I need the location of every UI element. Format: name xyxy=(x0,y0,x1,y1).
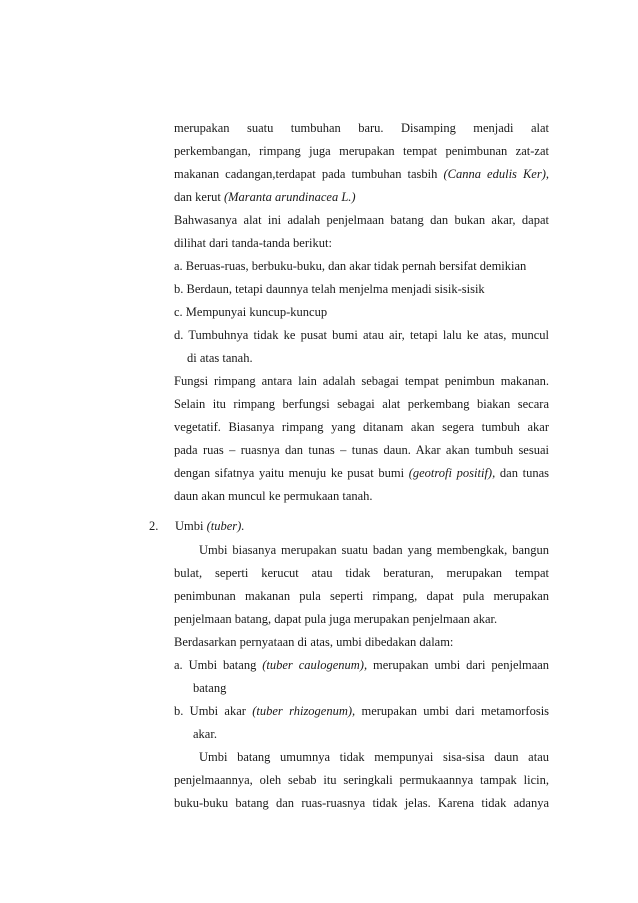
text-line: Fungsi rimpang antara lain adalah sebagai tempat penimbun makanan. xyxy=(174,374,549,388)
text-line: Umbi batang umumnya tidak mempunyai sisa-sisa daun atau xyxy=(199,750,549,764)
text-line: dengan sifatnya yaitu menuju ke pusat bumi (geotrofi positif), dan tunas xyxy=(174,466,549,480)
text-block-rimpang xyxy=(174,117,549,508)
section-heading xyxy=(149,515,244,538)
section-title-italic: (tuber). xyxy=(206,519,245,533)
text-line: daun akan muncul ke permukaan tanah. xyxy=(174,489,373,503)
list-item-continuation: di atas tanah. xyxy=(187,351,253,365)
italic-term: (tuber rhizogenum), xyxy=(252,704,356,718)
list-item: b. Umbi akar (tuber rhizogenum), merupakan umbi dari metamorfosis xyxy=(174,704,549,718)
text-line: penjelmaannya, oleh sebab itu seringkali permukaannya tampak licin, xyxy=(174,773,549,787)
text-line: buku-buku batang dan ruas-ruasnya tidak jelas. Karena tidak adanya xyxy=(174,796,549,810)
text-line: dan kerut (Maranta arundinacea L.) xyxy=(174,190,356,204)
list-item: a. Umbi batang (tuber caulogenum), merupakan umbi dari penjelmaan xyxy=(174,658,549,672)
list-item: c. Mempunyai kuncup-kuncup xyxy=(174,305,328,319)
text-line: dilihat dari tanda-tanda berikut: xyxy=(174,236,332,250)
text-line: bulat, seperti kerucut atau tidak beraturan, merupakan tempat xyxy=(174,566,549,580)
list-item: d. Tumbuhnya tidak ke pusat bumi atau air, tetapi lalu ke atas, muncul xyxy=(174,328,549,342)
text-line: penjelmaan batang, dapat pula juga merupakan penjelmaan akar. xyxy=(174,612,498,626)
section-number: 2. xyxy=(149,519,159,533)
text-line: Bahwasanya alat ini adalah penjelmaan batang dan bukan akar, dapat xyxy=(174,213,549,227)
text-line: Umbi biasanya merupakan suatu badan yang membengkak, bangun xyxy=(199,543,549,557)
italic-term: (tuber caulogenum), xyxy=(262,658,368,672)
list-item: a. Beruas-ruas, berbuku-buku, dan akar tidak pernah bersifat demikian xyxy=(174,259,527,273)
list-item-continuation: batang xyxy=(193,681,227,695)
text-line: Selain itu rimpang berfungsi sebagai alat perkembang biakan secara xyxy=(174,397,549,411)
text-line: makanan cadangan,terdapat pada tumbuhan tasbih (Canna edulis Ker), xyxy=(174,167,549,181)
italic-term: (Maranta arundinacea L.) xyxy=(223,190,356,204)
text-block-umbi xyxy=(174,539,549,815)
text-line: merupakan suatu tumbuhan baru. Disamping menjadi alat xyxy=(174,121,549,135)
list-item: b. Berdaun, tetapi daunnya telah menjelma menjadi sisik-sisik xyxy=(174,282,485,296)
italic-term: (Canna edulis Ker), xyxy=(443,167,549,181)
list-item-continuation: akar. xyxy=(193,727,217,741)
text-line: pada ruas – ruasnya dan tunas – tunas daun. Akar akan tumbuh sesuai xyxy=(174,443,549,457)
italic-term: (geotrofi positif), xyxy=(408,466,496,480)
text-line: vegetatif. Biasanya rimpang yang ditanam akan segera tumbuh akar xyxy=(174,420,549,434)
section-title: Umbi xyxy=(175,519,204,533)
text-line: penimbunan makanan pula seperti rimpang, dapat pula merupakan xyxy=(174,589,549,603)
text-line: Berdasarkan pernyataan di atas, umbi dibedakan dalam: xyxy=(174,635,454,649)
text-line: perkembangan, rimpang juga merupakan tempat penimbunan zat-zat xyxy=(174,144,549,158)
